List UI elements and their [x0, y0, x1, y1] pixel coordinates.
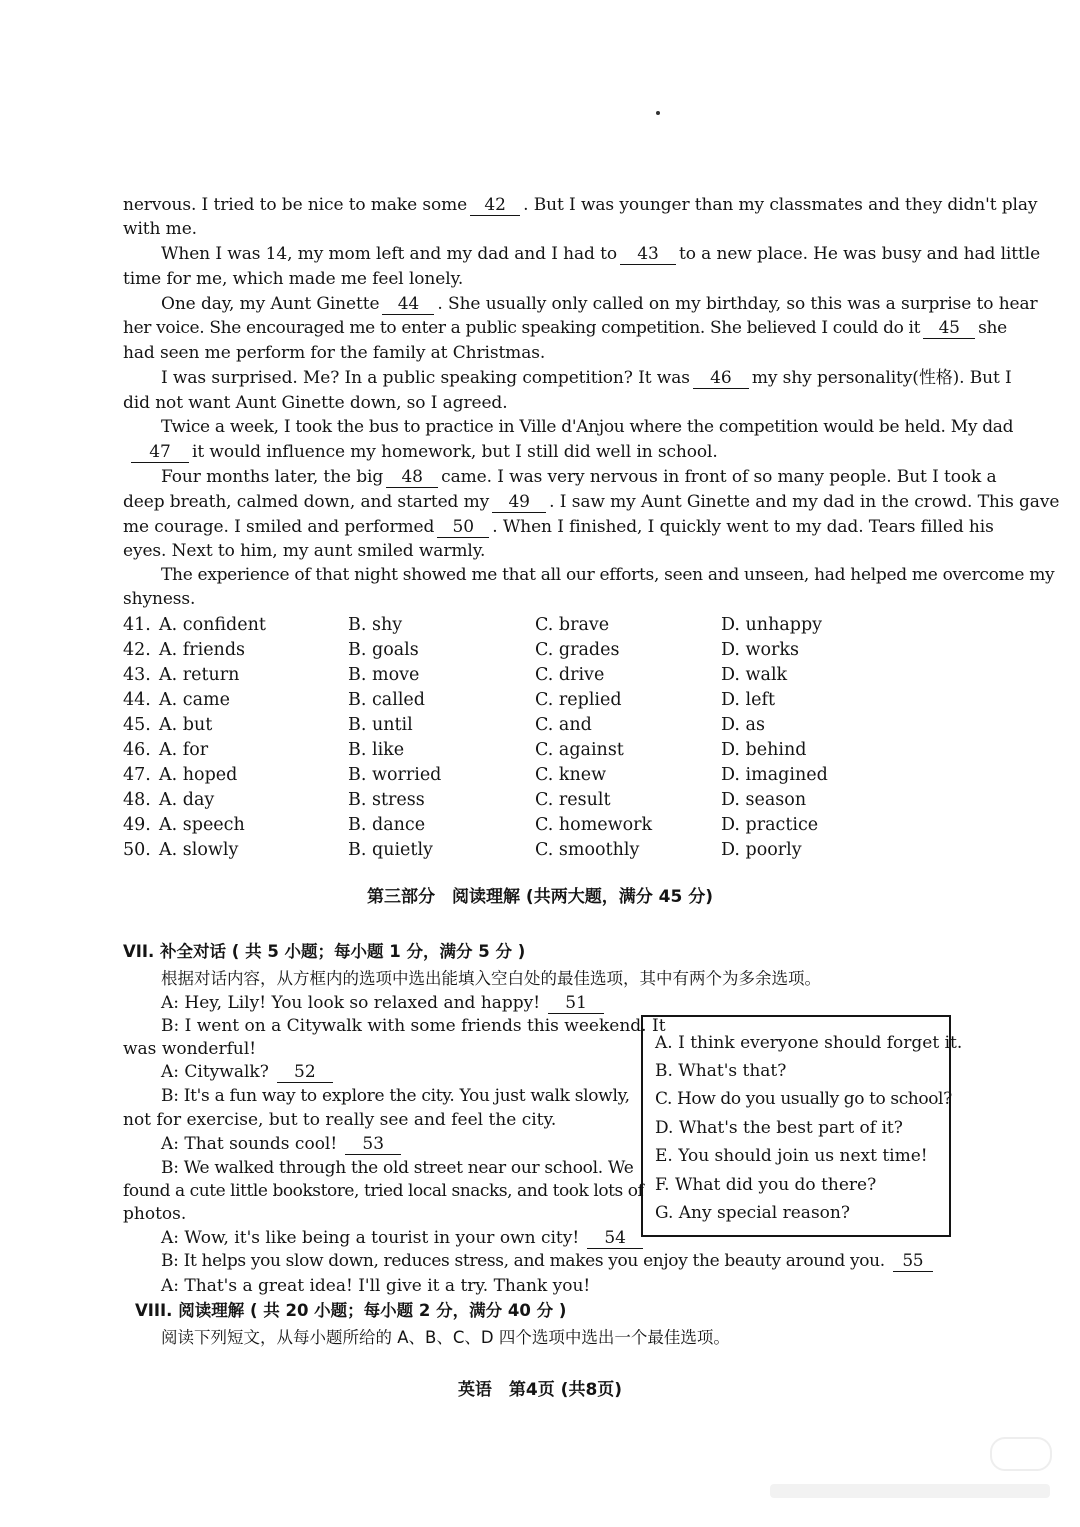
- passage-line: One day, my Aunt Ginette 44 . She usually only called on my birthday, so this was a surprise to hear: [161, 294, 1038, 314]
- passage-line: deep breath, calmed down, and started my 49 . I saw my Aunt Ginette and my dad in the crowd. This gave: [123, 492, 1060, 512]
- passage-line: with me.: [123, 219, 197, 239]
- section7-title: VII. 补全对话 ( 共 5 小题；每小题 1 分，满分 5 分 ): [123, 942, 526, 961]
- blank-49: 49: [492, 493, 546, 513]
- blank-44: 44: [382, 295, 434, 315]
- section8-title: VIII. 阅读理解 ( 共 20 小题；每小题 2 分，满分 40 分 ): [135, 1301, 567, 1320]
- dialogue-line: B: We walked through the old street near our school. We: [161, 1158, 634, 1178]
- blank-47: 47: [131, 443, 189, 463]
- option-row: 48. A. day B. stress C. result D. season: [123, 790, 807, 810]
- option-row: 44. A. came B. called C. replied D. left: [123, 690, 775, 710]
- blank-52: 52: [277, 1063, 333, 1083]
- option-row: 47. A. hoped B. worried C. knew D. imagined: [123, 765, 828, 785]
- dialogue-line: B: It helps you slow down, reduces stress, and makes you enjoy the beauty around you. 55: [161, 1250, 936, 1273]
- option-row: 45. A. but B. until C. and D. as: [123, 715, 765, 735]
- blank-53: 53: [345, 1135, 401, 1155]
- blank-54: 54: [587, 1229, 643, 1249]
- blank-51: 51: [548, 994, 604, 1014]
- blank-45: 45: [923, 319, 975, 339]
- box-option: B. What's that?: [655, 1061, 787, 1081]
- passage-line: eyes. Next to him, my aunt smiled warmly.: [123, 541, 486, 561]
- watermark-mark: [990, 1437, 1052, 1471]
- box-option: F. What did you do there?: [655, 1175, 877, 1195]
- passage-line: I was surprised. Me? In a public speaking competition? It was 46 my shy personality(性格). But I: [161, 368, 1012, 388]
- option-row: 46. A. for B. like C. against D. behind: [123, 740, 807, 760]
- dialogue-line: B: I went on a Citywalk with some friends this weekend. It: [161, 1016, 666, 1036]
- option-row: 49. A. speech B. dance C. homework D. practice: [123, 815, 819, 835]
- passage-line: had seen me perform for the family at Christmas.: [123, 343, 546, 363]
- dialogue-line: was wonderful!: [123, 1039, 257, 1059]
- dialogue-options-box: [641, 1015, 963, 1237]
- dialogue-line: photos.: [123, 1204, 187, 1224]
- passage-line: did not want Aunt Ginette down, so I agreed.: [123, 393, 508, 413]
- box-option: G. Any special reason?: [655, 1203, 850, 1223]
- watermark-bar: [770, 1484, 1050, 1498]
- dialogue-line: A: That's a great idea! I'll give it a try. Thank you!: [161, 1276, 591, 1296]
- blank-48: 48: [386, 468, 438, 488]
- box-option: A. I think everyone should forget it.: [655, 1033, 963, 1053]
- dialogue-line: found a cute little bookstore, tried local snacks, and took lots of: [123, 1181, 644, 1201]
- option-row: 42. A. friends B. goals C. grades D. works: [123, 640, 799, 660]
- passage-line: time for me, which made me feel lonely.: [123, 269, 464, 289]
- passage-line: Twice a week, I took the bus to practice in Ville d'Anjou where the competition would be held. My dad: [161, 417, 1014, 437]
- passage-line: me courage. I smiled and performed 50 . When I finished, I quickly went to my dad. Tears filled his: [123, 517, 994, 537]
- option-row: 50. A. slowly B. quietly C. smoothly D. poorly: [123, 840, 802, 860]
- blank-55: 55: [893, 1252, 933, 1272]
- passage-line: 47 it would influence my homework, but I still did well in school.: [123, 440, 718, 464]
- blank-46: 46: [693, 369, 749, 389]
- scan-dot: [656, 111, 660, 115]
- cloze-passage: [123, 193, 1060, 613]
- passage-line: Four months later, the big 48 came. I was very nervous in front of so many people. But I took a: [161, 467, 997, 487]
- section7-instruction: 根据对话内容，从方框内的选项中选出能填入空白处的最佳选项，其中有两个为多余选项。: [161, 969, 821, 988]
- dialogue-line: not for exercise, but to really see and feel the city.: [123, 1110, 557, 1130]
- option-row: 41. A. confident B. shy C. brave D. unhappy: [123, 615, 823, 635]
- blank-50: 50: [437, 518, 489, 538]
- passage-line: nervous. I tried to be nice to make some 42 . But I was younger than my classmates and they didn't play: [123, 195, 1038, 215]
- dialogue-line: A: That sounds cool! 53: [161, 1133, 404, 1156]
- blank-42: 42: [470, 196, 520, 216]
- option-row: 43. A. return B. move C. drive D. walk: [123, 665, 788, 685]
- dialogue-line: B: It's a fun way to explore the city. You just walk slowly,: [161, 1086, 630, 1106]
- box-option: C. How do you usually go to school?: [655, 1089, 952, 1109]
- section8-instruction: 阅读下列短文，从每小题所给的 A、B、C、D 四个选项中选出一个最佳选项。: [161, 1328, 730, 1347]
- passage-line: shyness.: [123, 589, 196, 609]
- passage-line: her voice. She encouraged me to enter a public speaking competition. She believed I could do it 45 she: [123, 318, 1007, 338]
- part3-title: 第三部分 阅读理解 (共两大题，满分 45 分): [367, 887, 713, 907]
- dialogue-line: A: Wow, it's like being a tourist in your own city! 54: [161, 1227, 646, 1250]
- passage-line: The experience of that night showed me that all our efforts, seen and unseen, had helped me overcome my: [161, 565, 1055, 585]
- box-option: E. You should join us next time!: [655, 1146, 928, 1166]
- box-option: D. What's the best part of it?: [655, 1118, 903, 1138]
- dialogue-line: A: Hey, Lily! You look so relaxed and happy! 51: [161, 992, 607, 1015]
- page-footer: 英语 第4页 (共8页): [457, 1380, 623, 1400]
- dialogue-line: A: Citywalk? 52: [161, 1061, 336, 1084]
- passage-line: When I was 14, my mom left and my dad and I had to 43 to a new place. He was busy and had little: [161, 244, 1041, 264]
- blank-43: 43: [620, 245, 676, 265]
